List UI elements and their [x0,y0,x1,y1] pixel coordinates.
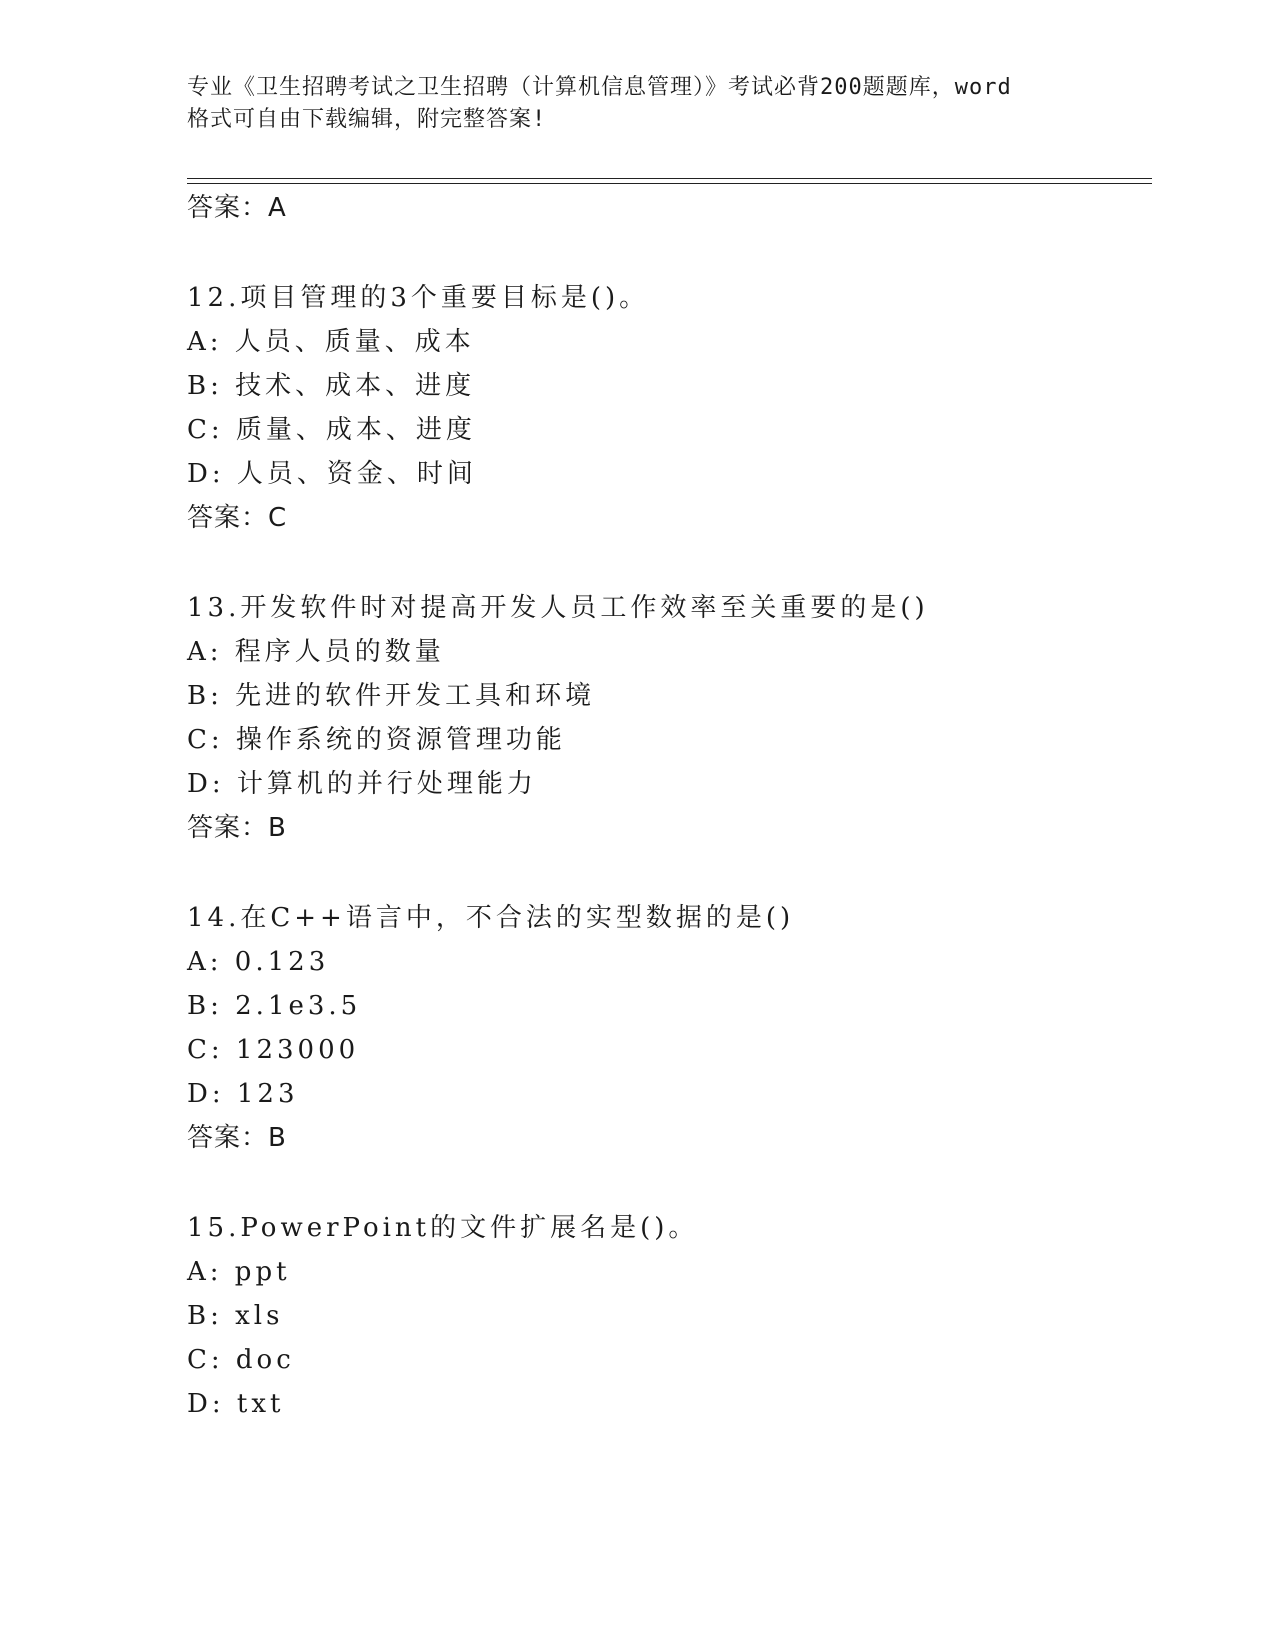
question-13-option-a: A: 程序人员的数量 [187,637,445,667]
question-13-option-d: D: 计算机的并行处理能力 [187,769,537,799]
question-12-option-b: B: 技术、成本、进度 [187,371,476,401]
question-14-option-d: D: 123 [187,1079,299,1109]
question-15-option-b: B: xls [187,1301,284,1331]
question-15-option-c: C: doc [187,1345,295,1375]
document-header [187,72,1087,136]
question-15-option-d: D: txt [187,1389,285,1419]
header-rule-top [187,178,1152,179]
question-12-option-c: C: 质量、成本、进度 [187,415,476,445]
question-13-stem: 13.开发软件时对提高开发人员工作效率至关重要的是() [187,593,929,623]
header-rule-bottom [187,183,1152,184]
question-15-option-a: A: ppt [187,1257,291,1287]
question-14-stem: 14.在C++语言中，不合法的实型数据的是() [187,903,795,933]
question-13-option-b: B: 先进的软件开发工具和环境 [187,681,596,711]
question-14-answer: 答案：B [187,1123,287,1153]
question-12-option-a: A: 人员、质量、成本 [187,327,475,357]
question-13-option-c: C: 操作系统的资源管理功能 [187,725,566,755]
question-15-stem: 15.PowerPoint的文件扩展名是()。 [187,1213,699,1243]
previous-answer: 答案：A [187,193,287,223]
question-13-answer: 答案：B [187,813,287,843]
header-line-1: 专业《卫生招聘考试之卫生招聘（计算机信息管理）》考试必背200题题库，word [187,75,1012,100]
question-12-answer: 答案：C [187,503,288,533]
question-14-option-c: C: 123000 [187,1035,360,1065]
question-12-option-d: D: 人员、资金、时间 [187,459,477,489]
question-12-stem: 12.项目管理的3个重要目标是()。 [187,283,650,313]
question-14-option-a: A: 0.123 [187,947,330,977]
question-14-option-b: B: 2.1e3.5 [187,991,362,1021]
header-line-2: 格式可自由下载编辑，附完整答案! [187,107,547,132]
